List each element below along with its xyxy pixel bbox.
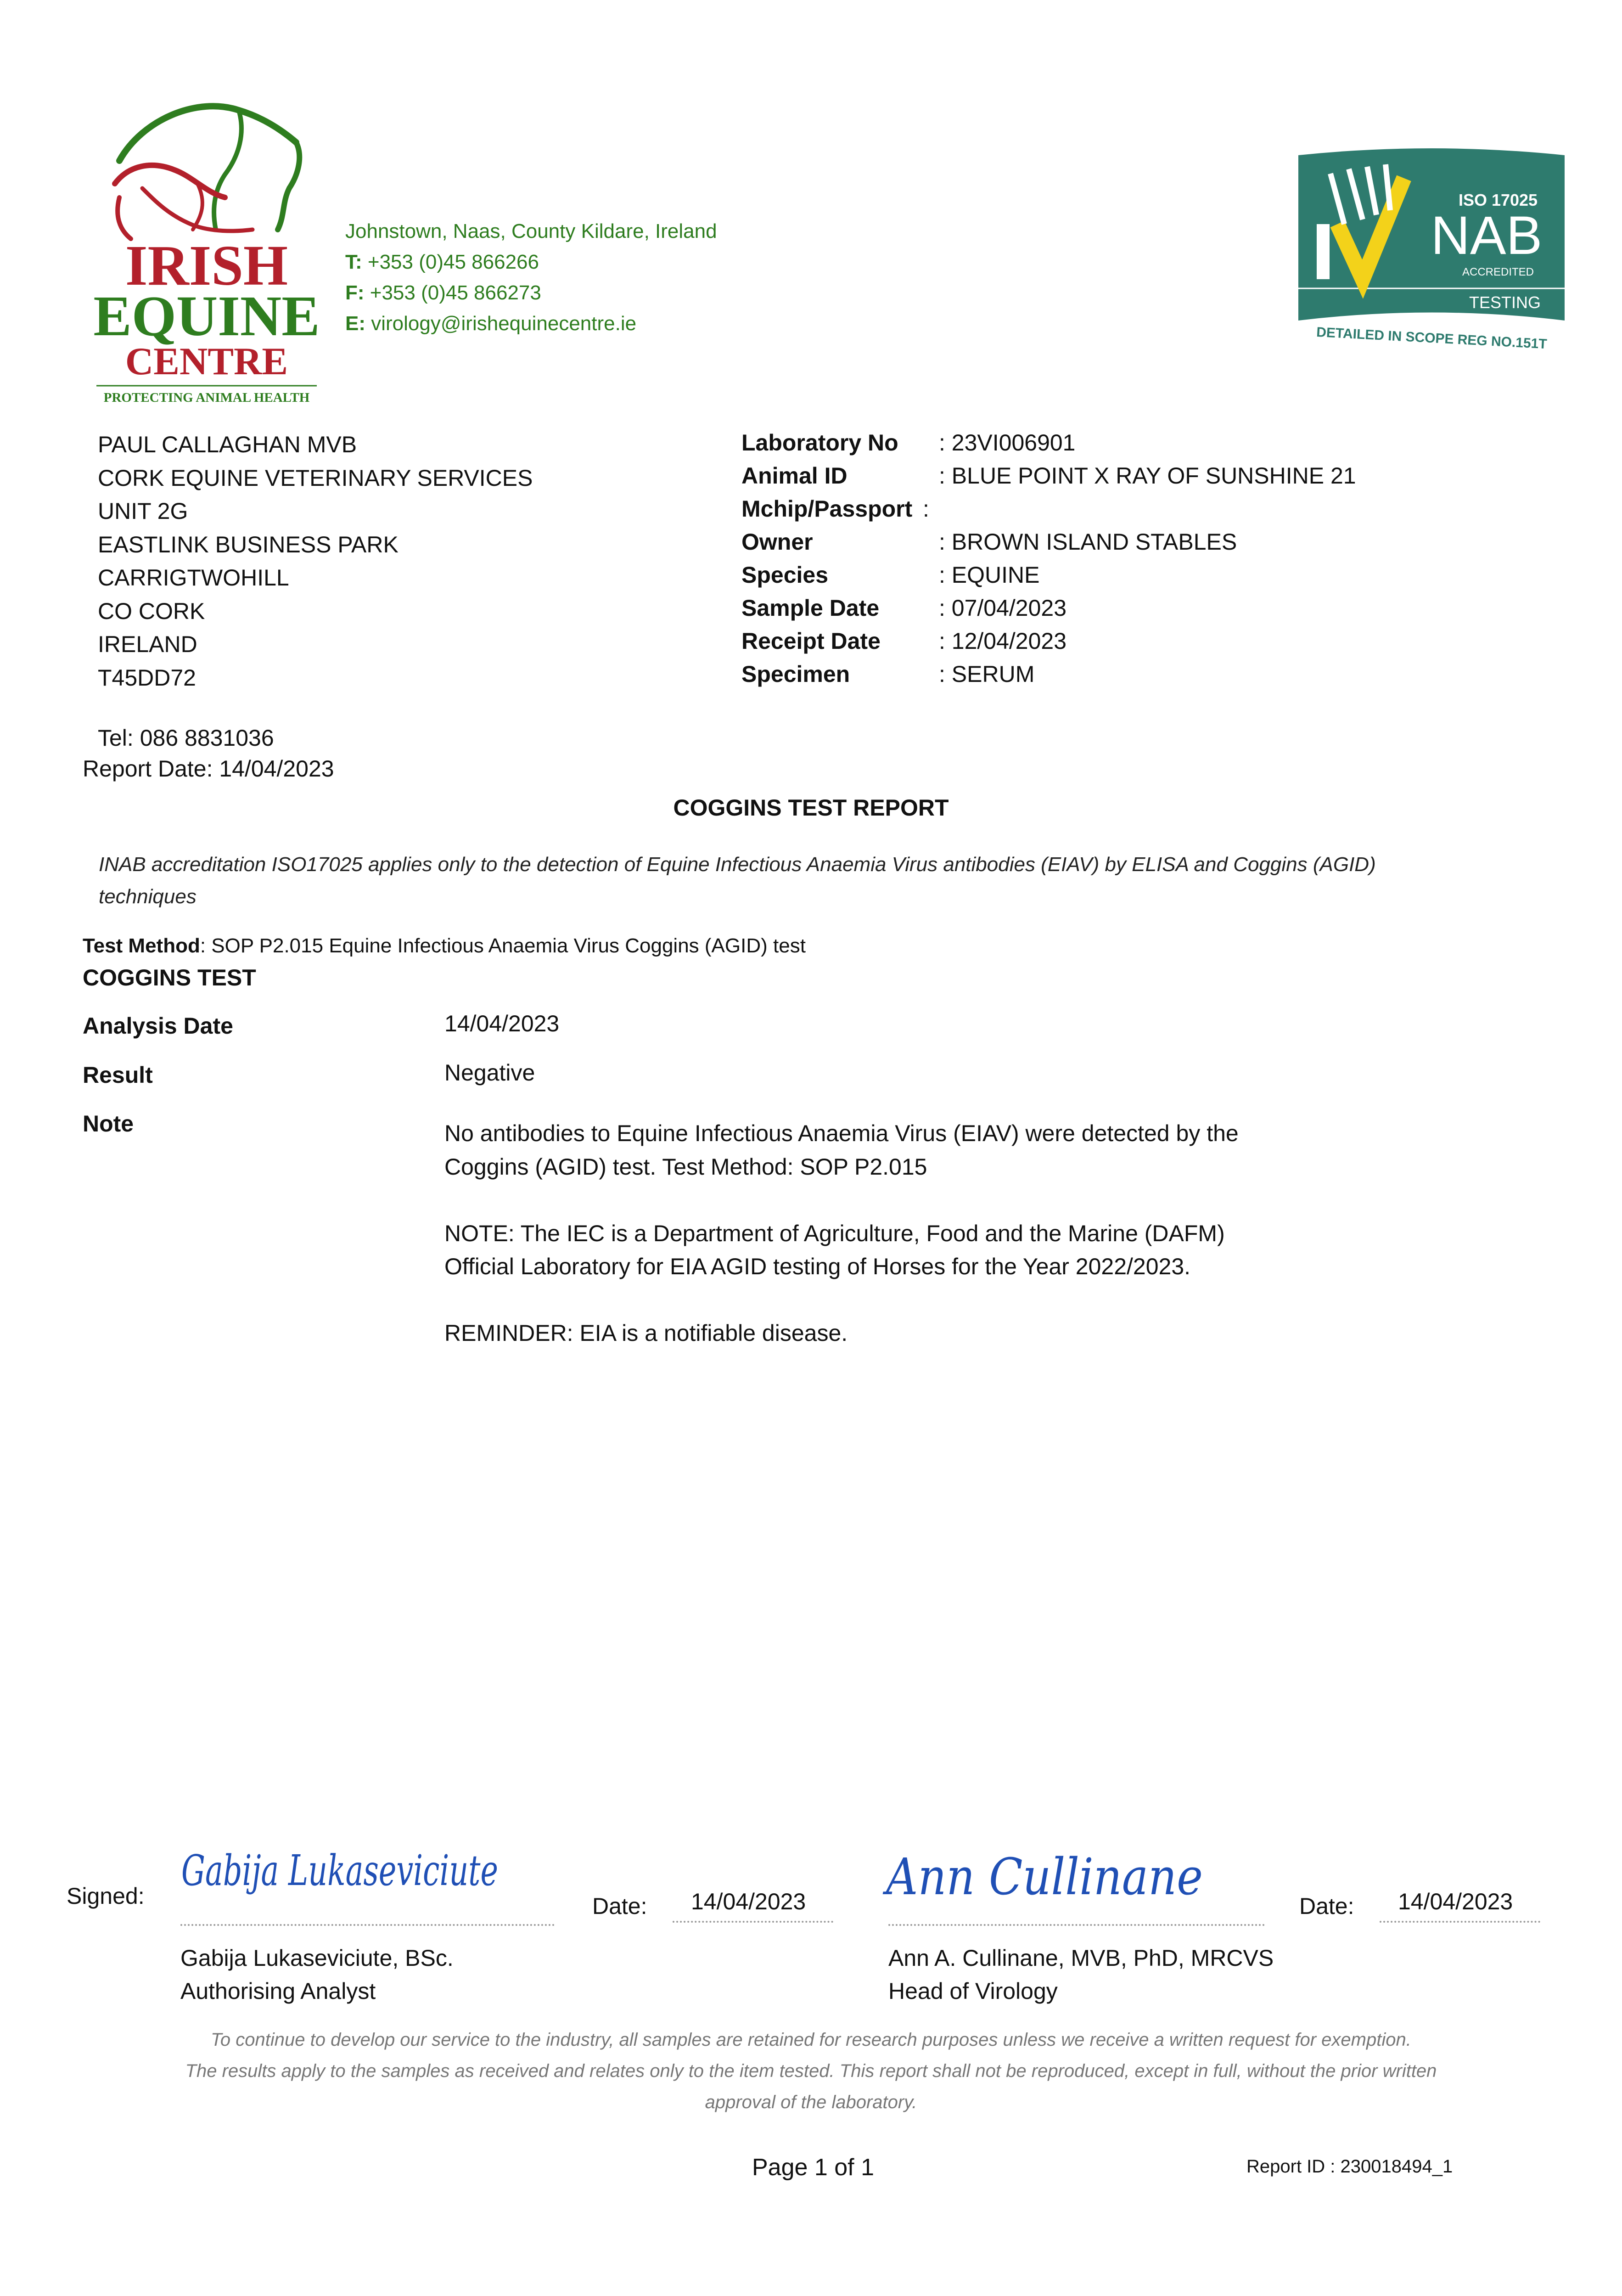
result-label: Result bbox=[83, 1062, 153, 1088]
info-value: : 12/04/2023 bbox=[939, 628, 1067, 654]
report-id: Report ID : 230018494_1 bbox=[1246, 2156, 1453, 2177]
note-paragraph: NOTE: The IEC is a Department of Agriculture, Food and the Marine (DAFM) Official Laboratory for EIA AGID testing of Horses for the Year 2022/2023. bbox=[444, 1220, 1225, 1279]
info-label: Specimen bbox=[741, 661, 850, 687]
recipient-line: PAUL CALLAGHAN MVB bbox=[98, 432, 357, 457]
recipient-address bbox=[98, 428, 533, 694]
lab-address: Johnstown, Naas, County Kildare, Ireland bbox=[345, 220, 717, 242]
info-value: : BLUE POINT X RAY OF SUNSHINE 21 bbox=[939, 463, 1356, 489]
phone-label: T: bbox=[345, 251, 362, 273]
recipient-line: IRELAND bbox=[98, 631, 197, 657]
recipient-tel: Tel: 086 8831036 bbox=[98, 725, 274, 751]
email-label: E: bbox=[345, 312, 365, 335]
disclaimer bbox=[152, 2024, 1470, 2118]
lab-email bbox=[345, 308, 717, 339]
signer2-block bbox=[888, 1941, 1274, 2008]
info-label: Animal ID bbox=[741, 463, 847, 489]
signer2-date: 14/04/2023 bbox=[1398, 1889, 1513, 1914]
signer1-name: Gabija Lukaseviciute, BSc. bbox=[180, 1945, 454, 1971]
info-value: : bbox=[923, 496, 929, 522]
info-label: Receipt Date bbox=[741, 628, 881, 654]
report-date: Report Date: 14/04/2023 bbox=[83, 756, 334, 782]
note-paragraph: No antibodies to Equine Infectious Anaemia Virus (EIAV) were detected by the Coggins (AGID) test. Test Method: SOP P2.015 bbox=[444, 1120, 1239, 1180]
analysis-date-value: 14/04/2023 bbox=[444, 1011, 560, 1036]
analysis-date-label: Analysis Date bbox=[83, 1013, 233, 1039]
logo-line-irish: IRISH bbox=[125, 234, 288, 298]
lab-contact-block bbox=[345, 216, 717, 339]
inab-i-letter bbox=[1317, 224, 1330, 279]
note-paragraph: REMINDER: EIA is a notifiable disease. bbox=[444, 1320, 848, 1346]
info-value: : 23VI006901 bbox=[939, 430, 1076, 456]
page-number: Page 1 of 1 bbox=[752, 2154, 874, 2181]
signer1-date: 14/04/2023 bbox=[691, 1889, 806, 1914]
note-text bbox=[444, 1117, 1294, 1383]
signer1-block bbox=[180, 1941, 454, 2008]
section-title: COGGINS TEST bbox=[83, 965, 256, 990]
signature-line bbox=[180, 1924, 555, 1926]
email-value: virology@irishequinecentre.ie bbox=[371, 312, 637, 335]
report-title: COGGINS TEST REPORT bbox=[673, 795, 949, 821]
note-label: Note bbox=[83, 1111, 134, 1137]
recipient-line: CARRIGTWOHILL bbox=[98, 565, 289, 591]
accreditation-note: INAB accreditation ISO17025 applies only to the detection of Equine Infectious Anaemia Virus antibodies (EIAV) by ELISA and Coggins (AGID) techniques bbox=[99, 853, 1376, 908]
logo-tagline: PROTECTING ANIMAL HEALTH bbox=[103, 390, 310, 405]
logo-line-equine: EQUINE bbox=[93, 285, 320, 348]
info-label: Laboratory No bbox=[741, 430, 898, 456]
recipient-line: EASTLINK BUSINESS PARK bbox=[98, 531, 398, 557]
fax-value: +353 (0)45 866273 bbox=[370, 281, 541, 304]
date-label: Date: bbox=[592, 1893, 647, 1919]
logo-line-centre: CENTRE bbox=[125, 340, 288, 383]
test-method-label: Test Method bbox=[83, 934, 200, 957]
inab-accredited: ACCREDITED bbox=[1462, 266, 1534, 278]
result-value: Negative bbox=[444, 1060, 535, 1086]
recipient-line: UNIT 2G bbox=[98, 498, 188, 524]
inab-scope: DETAILED IN SCOPE REG NO.151T bbox=[1316, 324, 1548, 352]
lab-phone bbox=[345, 247, 717, 277]
signer1-title: Authorising Analyst bbox=[180, 1978, 376, 2004]
fax-label: F: bbox=[345, 281, 365, 304]
signature-text: Gabija Lukaseviciute bbox=[181, 1846, 498, 1895]
info-value: : 07/04/2023 bbox=[939, 595, 1067, 621]
recipient-line: T45DD72 bbox=[98, 664, 196, 691]
inab-accreditation-badge bbox=[1298, 146, 1565, 353]
signature-text: Ann Cullinane bbox=[882, 1847, 1203, 1906]
info-value: : EQUINE bbox=[939, 562, 1040, 588]
disclaimer-line: The results apply to the samples as received and relates only to the item tested. This report shall not be reproduced, except in full, without the prior written approval of the laboratory. bbox=[185, 2061, 1437, 2112]
info-label: Owner bbox=[741, 529, 813, 555]
signature-gabija bbox=[177, 1832, 507, 1906]
date-line bbox=[673, 1921, 833, 1923]
date-label: Date: bbox=[1299, 1893, 1354, 1919]
test-method-value: : SOP P2.015 Equine Infectious Anaemia Virus Coggins (AGID) test bbox=[200, 934, 806, 957]
test-method bbox=[83, 934, 806, 957]
signature-ann-cullinane bbox=[881, 1830, 1212, 1917]
phone-value: +353 (0)45 866266 bbox=[367, 251, 539, 273]
signer2-title: Head of Virology bbox=[888, 1978, 1058, 2004]
info-label: Sample Date bbox=[741, 595, 880, 621]
lab-fax bbox=[345, 277, 717, 308]
recipient-line: CORK EQUINE VETERINARY SERVICES bbox=[98, 465, 533, 491]
inab-testing: TESTING bbox=[1469, 293, 1541, 312]
signer2-name: Ann A. Cullinane, MVB, PhD, MRCVS bbox=[888, 1945, 1274, 1971]
disclaimer-line: To continue to develop our service to the industry, all samples are retained for research purposes unless we receive a written request for exemption. bbox=[211, 2030, 1411, 2050]
signed-label: Signed: bbox=[67, 1883, 145, 1909]
recipient-line: CO CORK bbox=[98, 598, 205, 624]
inab-brand: NAB bbox=[1431, 205, 1543, 266]
horse-logo-icon bbox=[115, 106, 299, 239]
info-value: : SERUM bbox=[939, 661, 1035, 687]
inab-iso: ISO 17025 bbox=[1458, 191, 1538, 209]
info-value: : BROWN ISLAND STABLES bbox=[939, 529, 1237, 555]
info-label: Species bbox=[741, 562, 829, 588]
date-line bbox=[1380, 1921, 1540, 1923]
irish-equine-centre-logo bbox=[87, 92, 326, 409]
signature-line bbox=[888, 1924, 1265, 1926]
info-label: Mchip/Passport bbox=[741, 496, 913, 522]
